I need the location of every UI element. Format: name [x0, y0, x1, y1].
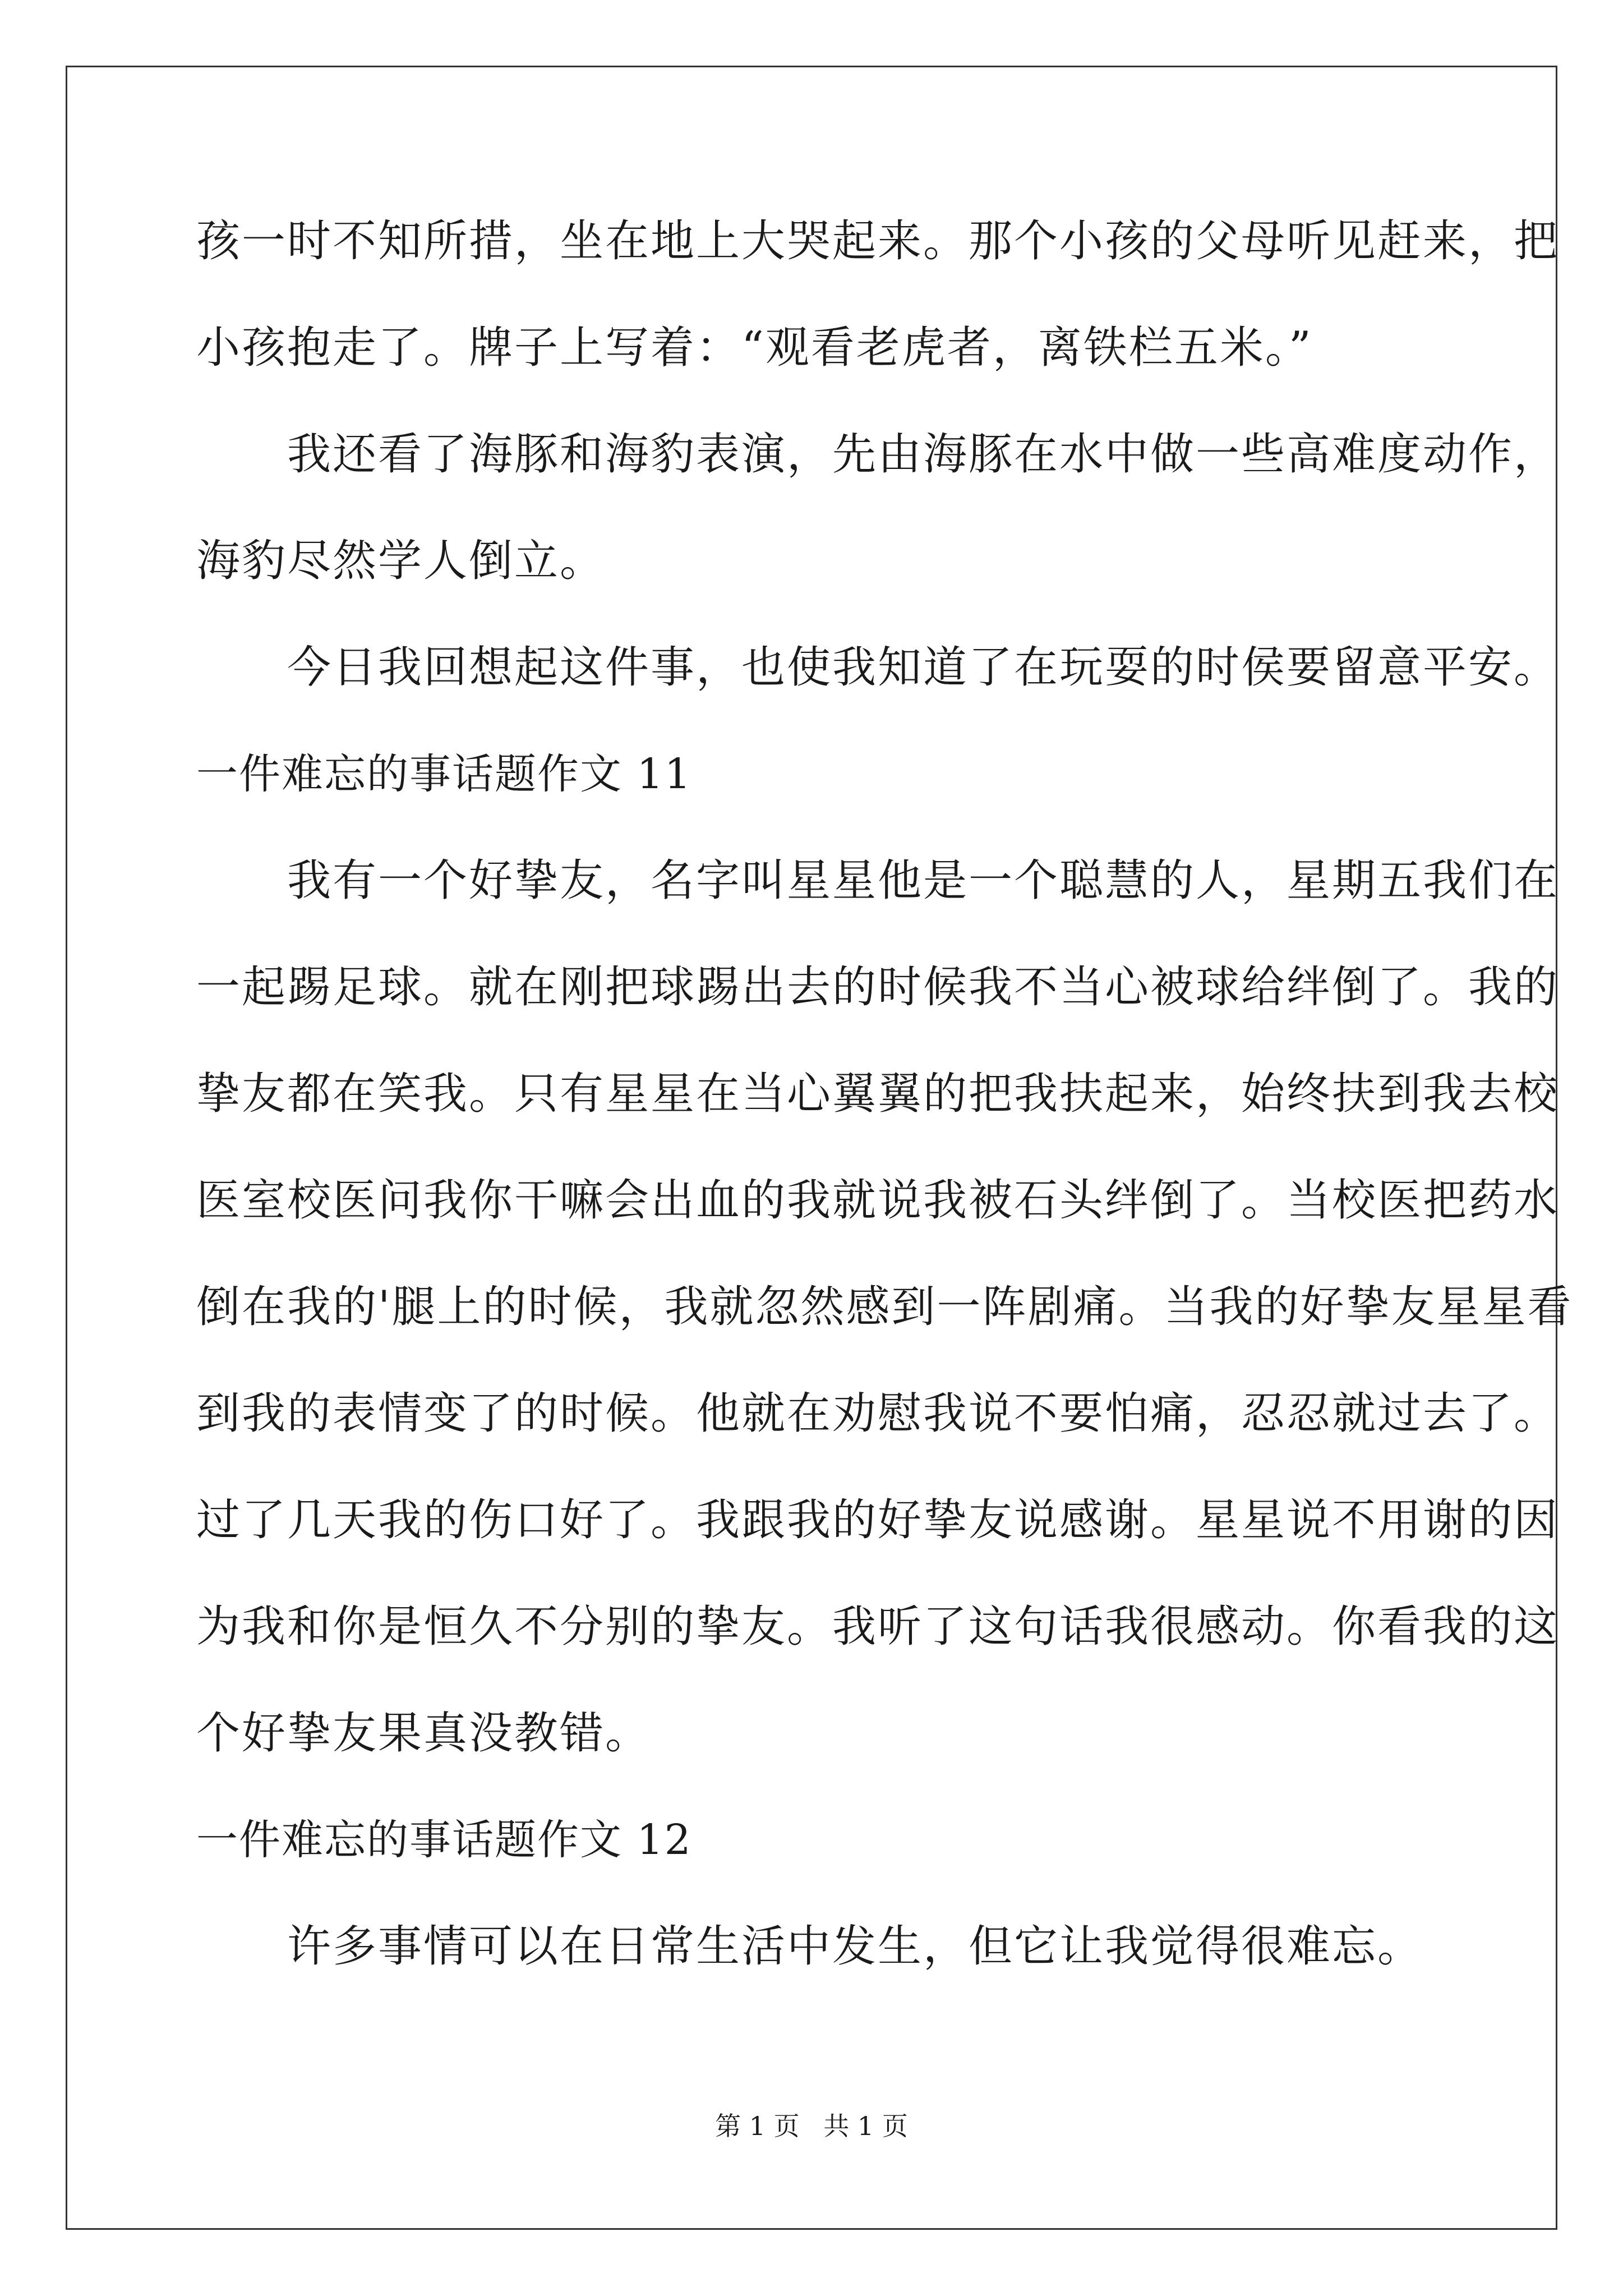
text-line-2: 小孩抱走了。牌子上写着：“观看老虎者，离铁栏五米。” — [196, 323, 1313, 373]
text-line-5: 今日我回想起这件事，也使我知道了在玩耍的时侯要留意平安。 — [196, 642, 1560, 693]
section-heading-11: 一件难忘的事话题作文 11 — [196, 750, 692, 798]
text-line-7: 我有一个好挚友，名字叫星星他是一个聪慧的人，星期五我们在 — [196, 855, 1560, 906]
text-line-9: 挚友都在笑我。只有星星在当心翼翼的把我扶起来，始终扶到我去校 — [196, 1069, 1560, 1119]
page-number-total: 共 1 页 — [823, 2111, 908, 2141]
text-line-15: 个好挚友果真没教错。 — [196, 1708, 651, 1759]
page-footer — [0, 2109, 1623, 2143]
text-line-8: 一起踢足球。就在刚把球踢出去的时候我不当心被球给绊倒了。我的 — [196, 962, 1560, 1013]
text-line-17: 许多事情可以在日常生活中发生，但它让我觉得很难忘。 — [196, 1921, 1423, 1972]
text-line-14: 为我和你是恒久不分别的挚友。我听了这句话我很感动。你看我的这 — [196, 1602, 1560, 1652]
text-line-4: 海豹尽然学人倒立。 — [196, 536, 606, 586]
text-line-13: 过了几天我的伤口好了。我跟我的好挚友说感谢。星星说不用谢的因 — [196, 1495, 1560, 1545]
page-border — [66, 66, 1560, 2230]
text-line-1: 孩一时不知所措，坐在地上大哭起来。那个小孩的父母听见赶来，把 — [196, 216, 1560, 266]
text-line-3: 我还看了海豚和海豹表演，先由海豚在水中做一些高难度动作， — [196, 429, 1560, 480]
text-line-10: 医室校医问我你干嘛会出血的我就说我被石头绊倒了。当校医把药水 — [196, 1175, 1560, 1226]
text-line-12: 到我的表情变了的时候。他就在劝慰我说不要怕痛，忍忍就过去了。 — [196, 1388, 1560, 1439]
text-line-11: 倒在我的'腿上的时候，我就忽然感到一阵剧痛。当我的好挚友星星看 — [196, 1282, 1573, 1332]
section-heading-12: 一件难忘的事话题作文 12 — [196, 1816, 692, 1864]
page-number-current: 第 1 页 — [715, 2111, 800, 2141]
